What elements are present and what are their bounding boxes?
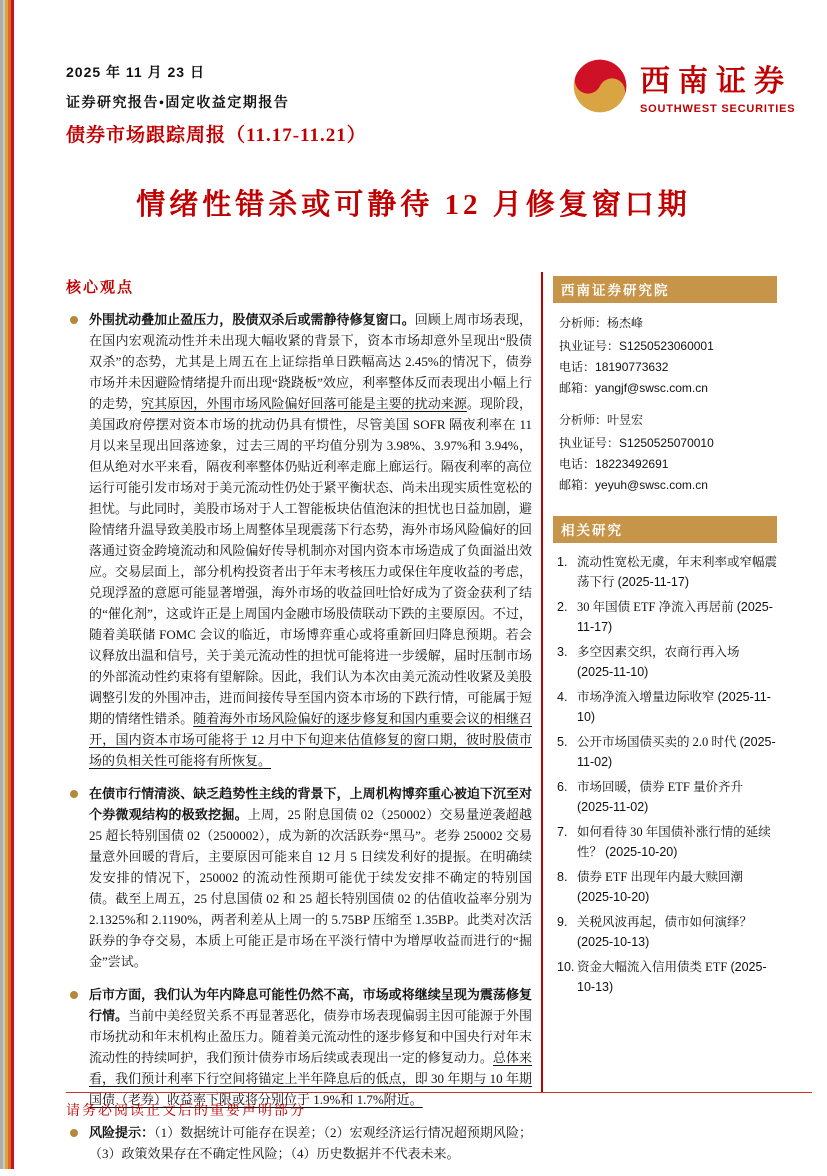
- related-item-number: 1.: [557, 555, 568, 569]
- related-item-title: 公开市场国债买卖的 2.0 时代 (2025-11-02): [577, 735, 776, 769]
- bullet-text: 后市方面，我们认为年内降息可能性仍然不高，市场或将继续呈现为震荡修复行情。当前中美经贸关系不再显著恶化，债券市场表现偏弱主因可能源于外围市场扰动和年末机构止盈压力。随着美元流动性的逐步修复和中国央行对年末流动性的持续呵护，我们预计债券市场后续或表现出一定的修复动力。总体来看，我们预计利率下行空间将锚定上半年降息后的低点，即 30 年期与 10 年期国债（老券）收益率下限或将分别位于 1.9%和 1.7%附近。: [89, 987, 532, 1107]
- core-bullet: [66, 783, 532, 972]
- page-title: 情绪性错杀或可静待 12 月修复窗口期: [136, 189, 691, 221]
- footer-rule: [66, 1092, 812, 1093]
- analyst-phone: 电话：18223492691: [559, 457, 669, 471]
- analyst-cert: 执业证号：S1250525070010: [559, 436, 714, 450]
- analyst-block: [559, 410, 777, 496]
- related-item-title: 如何看待 30 年国债补涨行情的延续性？ (2025-10-20): [577, 825, 771, 859]
- brand-name-cn: 西南证券: [640, 65, 792, 98]
- related-item-title: 关税风波再起，债市如何演绎？ (2025-10-13): [577, 915, 753, 949]
- brand-name-en: SOUTHWEST SECURITIES: [640, 103, 796, 115]
- related-item-title: 多空因素交织，农商行再入场 (2025-11-10): [577, 645, 740, 679]
- bullet-text: 风险提示：（1）数据统计可能存在误差；（2）宏观经济运行情况超预期风险；（3）政策效果存在不确定性风险；（4）历史数据并不代表未来。: [89, 1125, 532, 1161]
- related-research-item: [557, 552, 777, 592]
- related-item-number: 9.: [557, 915, 568, 929]
- analyst-cert: 执业证号：S1250523060001: [559, 339, 714, 353]
- analyst-name: 分析师：叶昱宏: [559, 413, 644, 427]
- bullet-dot-icon: [70, 790, 78, 798]
- core-bullet: [66, 309, 532, 771]
- report-type: 证券研究报告•固定收益定期报告: [66, 96, 290, 111]
- related-item-title: 市场回暖，债券 ETF 量价齐升 (2025-11-02): [577, 780, 743, 814]
- bullet-text: 在债市行情清淡、缺乏趋势性主线的背景下，上周机构博弈重心被迫下沉至对个券微观结构的极致挖掘。上周，25 附息国债 02（250002）交易量逆袭超越 25 超长特别国债 02（2500002），成为新的次活跃券“黑马”。老券 250002 交易量意外回暖的背后，主要原因可能来自 12 月 5 日续发利好的提振。在明确续发安排的情况下，250002 的流动性预期可能优于续发安排不确定的特别国债。截至上周五，25 付息国债 02 和 25 超长特别国债 02 的估值收益率分别为 2.1325%和 2.1190%，两者利差从上周一的 5.75BP 压缩至 1.35BP。此类对次活跃券的争夺交易，本质上可能正是市场在平淡行情中为增厚收益而进行的“掘金”尝试。: [89, 786, 532, 969]
- related-research-band: 相关研究: [553, 516, 777, 543]
- related-research-item: [557, 822, 777, 862]
- related-research-item: [557, 777, 777, 817]
- related-item-number: 8.: [557, 870, 568, 884]
- core-bullets: [66, 309, 532, 1164]
- analyst-block: [559, 313, 777, 399]
- related-research-item: [557, 732, 777, 772]
- analyst-email: 邮箱：yangjf@swsc.com.cn: [559, 381, 708, 395]
- analyst-email: 邮箱：yeyuh@swsc.com.cn: [559, 478, 708, 492]
- bullet-dot-icon: [70, 1129, 78, 1137]
- brand-logo-icon: [572, 58, 628, 114]
- related-item-number: 6.: [557, 780, 568, 794]
- related-item-number: 5.: [557, 735, 568, 749]
- institute-band: 西南证券研究院: [553, 276, 777, 303]
- bullet-text: 外围扰动叠加止盈压力，股债双杀后或需静待修复窗口。回顾上周市场表现，在国内宏观流动性并未出现大幅收紧的背景下，资本市场却意外呈现出“股债双杀”的态势，尤其是上周五在上证综指单日跌幅高达 2.45%的情况下，债券市场并未因避险情绪提升而出现“跷跷板”效应，利率整体反而表现出小幅上行的走势，究其原因，外围市场风险偏好回落可能是主要的扰动来源。现阶段，美国政府停摆对资本市场的扰动仍具有惯性，尽管美国 SOFR 隔夜利率在 11 月以来呈现出回落迹象，过去三周的平均值分别为 3.98%、3.97%和 3.94%，但从绝对水平来看，隔夜利率整体仍贴近利率走廊上廊运行。隔夜利率的高位运行可能引发市场对于美元流动性仍处于紧平衡状态、尚未出现实质性宽松的担忧。与此同时，美股市场对于人工智能板块估值泡沫的担忧也日益加剧，避险情绪升温导致美股市场上周整体呈现震荡下行态势，海外市场风险偏好的回落通过资金跨境流动和风险偏好传导机制亦对国内资本市场造成了负面溢出效应。交易层面上，部分机构投资者出于年末考核压力或保住年度收益的考虑，兑现浮盈的意愿可能显著增强，海外市场的收益回吐恰好成为了资金获利了结的“催化剂”，这或许正是上周国内金融市场股债联动下跌的主要原因。不过，随着美联储 FOMC 会议的临近，市场博弈重心或将重新回归降息预期。若会议释放出温和信号，关于美元流动性的担忧可能将进一步缓解，届时压制市场的外部流动性约束将有望解除。因此，我们认为本次由美元流动性收紧及美股调整引发的外围冲击，进而间接传导至国内资本市场的下跌行情，可能属于短期的情绪性错杀。随着海外市场风险偏好的逐步修复和国内重要会议的相继召开，国内资本市场可能将于 12 月中下旬迎来估值修复的窗口期，彼时股债市场的负相关性可能将有所恢复。: [89, 312, 532, 768]
- related-research-item: [557, 957, 777, 997]
- analyst-phone: 电话：18190773632: [559, 360, 669, 374]
- report-date: 2025 年 11 月 23 日: [66, 64, 205, 80]
- related-item-number: 2.: [557, 600, 568, 614]
- related-item-title: 30 年国债 ETF 净流入再居前 (2025-11-17): [577, 600, 773, 634]
- core-bullet: [66, 1122, 532, 1164]
- related-list: [553, 543, 777, 997]
- related-item-title: 资金大幅流入信用债类 ETF (2025-10-13): [577, 960, 767, 994]
- related-item-number: 3.: [557, 645, 568, 659]
- related-item-title: 债券 ETF 出现年内最大赎回潮 (2025-10-20): [577, 870, 743, 904]
- related-research-item: [557, 687, 777, 727]
- column-divider: [541, 272, 543, 1092]
- bullet-dot-icon: [70, 991, 78, 999]
- related-item-title: 市场净流入增量边际收窄 (2025-11-10): [577, 690, 771, 724]
- core-viewpoints-section: [66, 276, 532, 1176]
- analyst-name: 分析师：杨杰峰: [559, 316, 644, 330]
- brand-logo: [572, 56, 795, 115]
- related-research-item: [557, 867, 777, 907]
- footer-disclaimer: 请务必阅读正文后的重要声明部分: [66, 1104, 306, 1119]
- related-item-title: 流动性宽松无虞，年末利率或窄幅震荡下行 (2025-11-17): [577, 555, 778, 589]
- page-edge-accent-strip: [0, 0, 14, 1169]
- analysts: [553, 303, 777, 496]
- related-research-item: [557, 597, 777, 637]
- report-header: [66, 62, 367, 147]
- brand-logo-text: [640, 56, 795, 115]
- related-research-item: [557, 912, 777, 952]
- sidebar: [553, 276, 777, 1002]
- report-series-title: 债券市场跟踪周报（11.17-11.21）: [66, 125, 367, 146]
- related-item-number: 7.: [557, 825, 568, 839]
- related-item-number: 4.: [557, 690, 568, 704]
- bullet-dot-icon: [70, 316, 78, 324]
- core-viewpoints-heading: 核心观点: [66, 280, 135, 296]
- related-research-item: [557, 642, 777, 682]
- related-item-number: 10.: [557, 960, 575, 974]
